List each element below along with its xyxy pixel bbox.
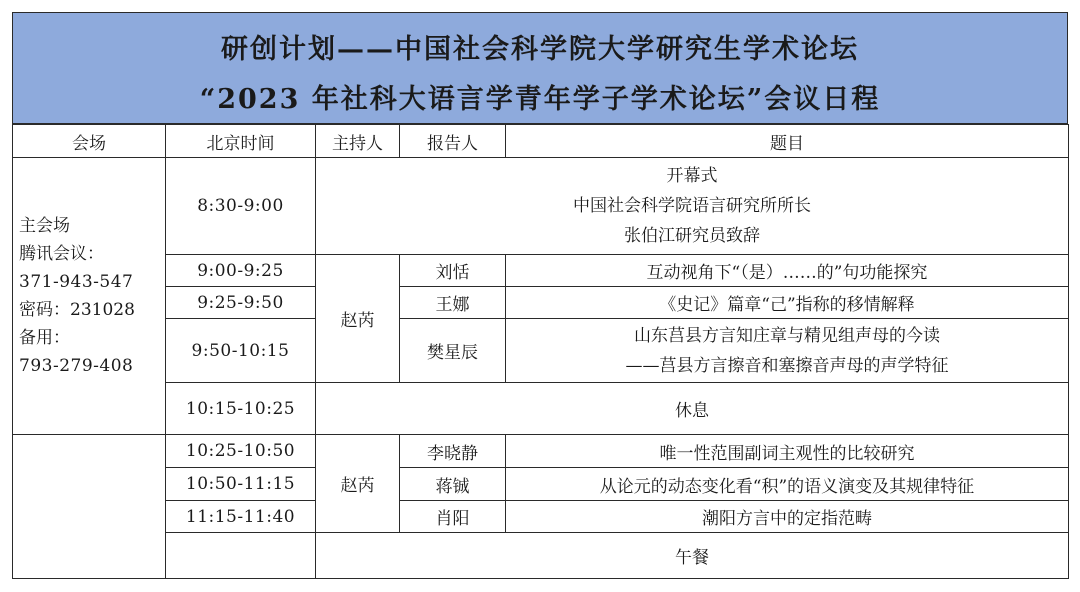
venue-cell <box>13 158 166 435</box>
talk-time: 10:25-10:50 <box>166 435 316 468</box>
title-band <box>12 12 1068 124</box>
lunch-time-empty <box>166 533 316 579</box>
venue-password: 密码：231028 <box>19 300 135 320</box>
header-host: 主持人 <box>316 125 400 158</box>
talk-topic: 从论元的动态变化看“积”的语义演变及其规律特征 <box>506 468 1069 501</box>
venue-name: 主会场 <box>19 216 70 236</box>
talk-topic: 互动视角下“（是）……的”句功能探究 <box>506 255 1069 287</box>
session1-host: 赵芮 <box>316 255 400 383</box>
header-venue: 会场 <box>13 125 166 158</box>
venue-backup-id: 793-279-408 <box>19 356 134 376</box>
session2-host: 赵芮 <box>316 435 400 533</box>
talk-time: 9:50-10:15 <box>166 319 316 383</box>
talk-time: 9:00-9:25 <box>166 255 316 287</box>
break-time: 10:15-10:25 <box>166 383 316 435</box>
header-row <box>13 125 1069 158</box>
talk-time: 11:15-11:40 <box>166 501 316 533</box>
header-topic: 题目 <box>506 125 1069 158</box>
table-row <box>13 501 1069 533</box>
talk-topic: 唯一性范围副词主观性的比较研究 <box>506 435 1069 468</box>
table-row <box>13 319 1069 383</box>
lunch-label: 午餐 <box>316 533 1069 579</box>
talk-topic: 潮阳方言中的定指范畴 <box>506 501 1069 533</box>
opening-row <box>13 158 1069 255</box>
talk-speaker: 刘恬 <box>400 255 506 287</box>
opening-title: 开幕式 <box>666 166 718 186</box>
opening-time: 8:30-9:00 <box>166 158 316 255</box>
opening-cell <box>316 158 1069 255</box>
table-row <box>13 468 1069 501</box>
schedule-table <box>12 124 1069 579</box>
talk-time: 10:50-11:15 <box>166 468 316 501</box>
venue-platform: 腾讯会议： <box>19 244 104 264</box>
talk-speaker: 蒋铖 <box>400 468 506 501</box>
table-row <box>13 287 1069 319</box>
break-row <box>13 383 1069 435</box>
talk-time: 9:25-9:50 <box>166 287 316 319</box>
talk-speaker: 樊星辰 <box>400 319 506 383</box>
venue-meeting-id: 371-943-547 <box>19 272 134 292</box>
break-label: 休息 <box>316 383 1069 435</box>
header-time: 北京时间 <box>166 125 316 158</box>
header-speaker: 报告人 <box>400 125 506 158</box>
talk-topic-line1: 山东莒县方言知庄章与精见组声母的今读 <box>634 325 940 346</box>
lunch-row <box>13 533 1069 579</box>
talk-topic: 《史记》篇章“己”指称的移情解释 <box>506 287 1069 319</box>
venue-empty-cell <box>13 435 166 579</box>
opening-line3: 张伯江研究员致辞 <box>624 226 760 246</box>
talk-speaker: 王娜 <box>400 287 506 319</box>
table-row <box>13 255 1069 287</box>
opening-line2: 中国社会科学院语言研究所所长 <box>573 196 811 216</box>
talk-speaker: 肖阳 <box>400 501 506 533</box>
venue-backup-label: 备用： <box>19 328 70 348</box>
page-title: 研创计划——中国社会科学院大学研究生学术论坛 <box>221 34 859 65</box>
page-subtitle: “2023 年社科大语言学青年学子学术论坛”会议日程 <box>199 84 881 115</box>
talk-topic <box>506 319 1069 383</box>
talk-topic-line2: ——莒县方言擦音和塞擦音声母的声学特征 <box>625 355 949 376</box>
talk-speaker: 李晓静 <box>400 435 506 468</box>
table-row <box>13 435 1069 468</box>
